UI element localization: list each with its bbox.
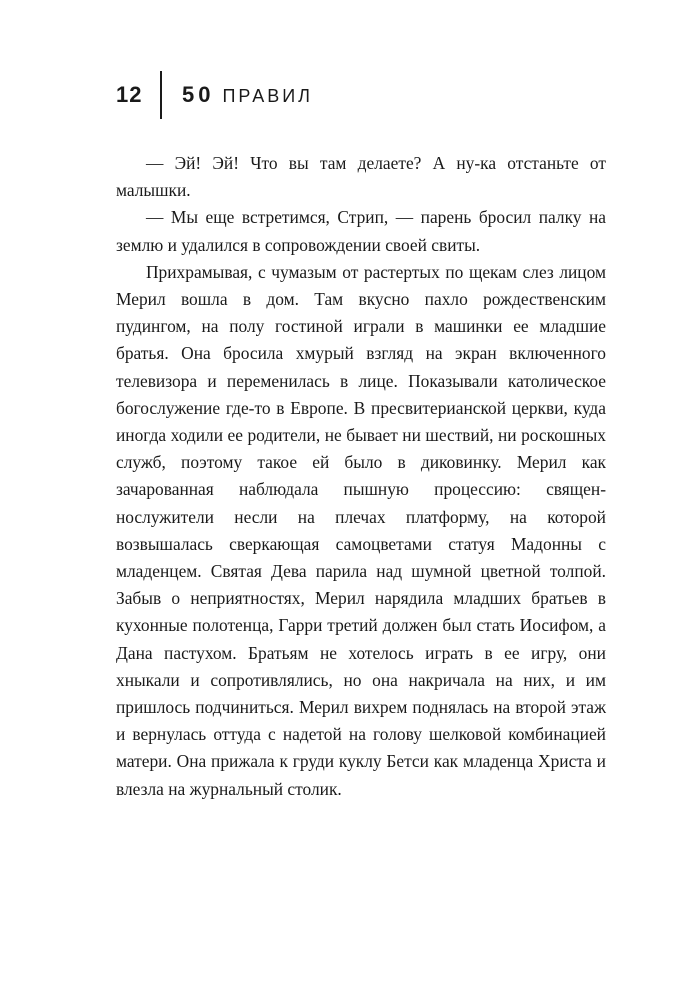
page-number: 12 [116,82,143,107]
header-divider [160,71,162,119]
paragraph: Прихрамывая, с чумазым от растертых по щекам слез лицом Мерил вошла в дом. Там вкусно пахло рождественским пудингом, на полу гостиной играли в машинки ее младшие братья. Она бросила хмурый взгляд на экран включенного телевизора и переменилась в лице. Показывали католическое богослужение где-то в Европе. В пресвитерианской церкви, куда иногда ходили ее родители, не бывает ни шествий, ни роскошных служб, поэтому такое ей было в диковинку. Мерил как зачарованная наблюдала пышную процессию: священнослужители несли на плечах платформу, на которой возвышалась сверкающая самоцветами статуя Мадонны с младенцем. Святая Дева парила над шумной цветной толпой. Забыв о неприятностях, Мерил нарядила младших братьев в кухонные полотенца, Гарри третий должен был стать Иосифом, а Дана пастухом. Братьям не хотелось играть в ее игру, они хныкали и сопротивлялись, но она накричала на них, и им пришлось подчиниться. Мерил вихрем поднялась на второй этаж и вернулась оттуда с надетой на голову шелковой комбинацией матери. Она прижала к груди куклу Бетси как младенца Христа и влезла на журнальный столик. [116,261,606,799]
book-title [182,82,313,108]
body-text [116,150,606,803]
paragraph: — Эй! Эй! Что вы там делаете? А ну-ка отстаньте от малышки. [116,153,606,201]
paragraph: — Мы еще встретимся, Стрип, — парень бросил палку на землю и удалился в сопровождении своей свиты. [116,207,606,255]
book-title-number: 50 [182,82,215,107]
running-header [116,70,313,120]
book-title-word: ПРАВИЛ [222,86,313,106]
